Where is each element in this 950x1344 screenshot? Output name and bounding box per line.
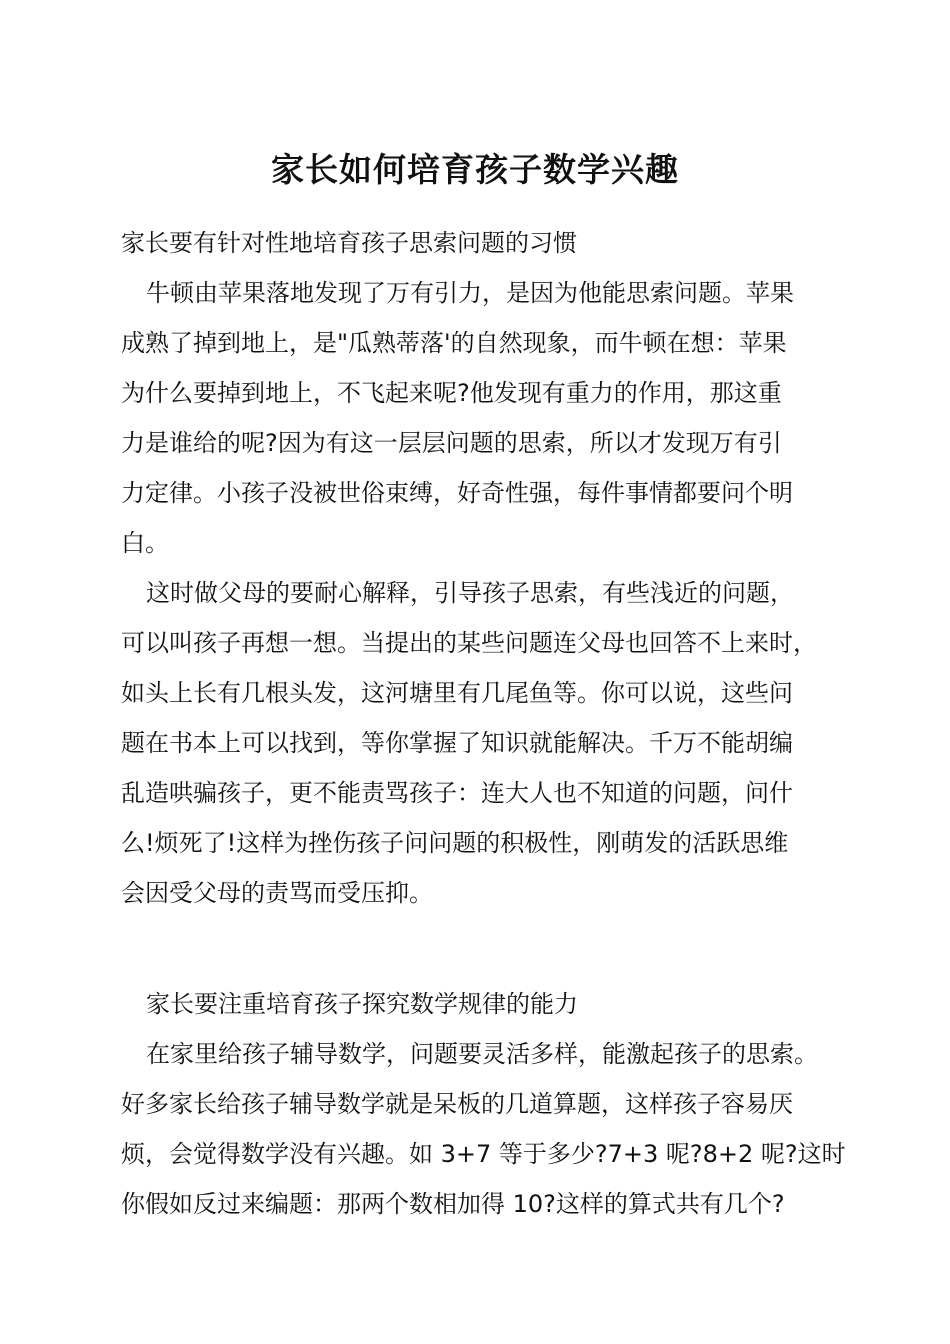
- document-body: [121, 218, 846, 1229]
- paragraph-line: 题在书本上可以找到，等你掌握了知识就能解决。千万不能胡编: [121, 729, 793, 757]
- paragraph-line: 这时做父母的要耐心解释，引导孩子思索，有些浅近的问题，: [146, 579, 794, 607]
- paragraph: [121, 268, 841, 568]
- section-spacer: [121, 918, 841, 979]
- paragraph-line: 在家里给孩子辅导数学，问题要灵活多样，能激起孩子的思索。: [146, 1040, 818, 1068]
- paragraph-line: 力定律。小孩子没被世俗束缚，好奇性强，每件事情都要问个明: [121, 479, 793, 507]
- paragraph-line: 会因受父母的责骂而受压抑。: [121, 879, 433, 907]
- paragraph-line: 你假如反过来编题：那两个数相加得 10?这样的算式共有几个?: [121, 1190, 785, 1218]
- paragraph-line: 牛顿由苹果落地发现了万有引力，是因为他能思索问题。苹果: [146, 279, 794, 307]
- section-heading: 家长要注重培育孩子探究数学规律的能力: [146, 990, 578, 1018]
- paragraph-line: 力是谁给的呢?因为有这一层层问题的思索，所以才发现万有引: [121, 429, 782, 457]
- paragraph-line: 乱造哄骗孩子，更不能责骂孩子：连大人也不知道的问题，问什: [121, 779, 793, 807]
- section-heading: 家长要有针对性地培育孩子思索问题的习惯: [121, 229, 577, 257]
- paragraph-line: 好多家长给孩子辅导数学就是呆板的几道算题，这样孩子容易厌: [121, 1090, 793, 1118]
- paragraph-line: 为什么要掉到地上，不飞起来呢?他发现有重力的作用，那这重: [121, 379, 782, 407]
- paragraph-line: 如头上长有几根头发，这河塘里有几尾鱼等。你可以说，这些问: [121, 679, 793, 707]
- paragraph-line: 烦，会觉得数学没有兴趣。如 3+7 等于多少?7+3 呢?8+2 呢?这时: [121, 1140, 846, 1168]
- document-title: 家长如何培育孩子数学兴趣: [271, 150, 679, 189]
- paragraph-line: 成熟了掉到地上，是"瓜熟蒂落'的自然现象，而牛顿在想：苹果: [121, 329, 787, 357]
- paragraph: [121, 1029, 846, 1229]
- paragraph: [121, 568, 841, 918]
- paragraph-line: 可以叫孩子再想一想。当提出的某些问题连父母也回答不上来时，: [121, 629, 817, 657]
- paragraph-line: 么!烦死了!这样为挫伤孩子问问题的积极性，刚萌发的活跃思维: [121, 829, 789, 857]
- paragraph-line: 白。: [121, 529, 169, 557]
